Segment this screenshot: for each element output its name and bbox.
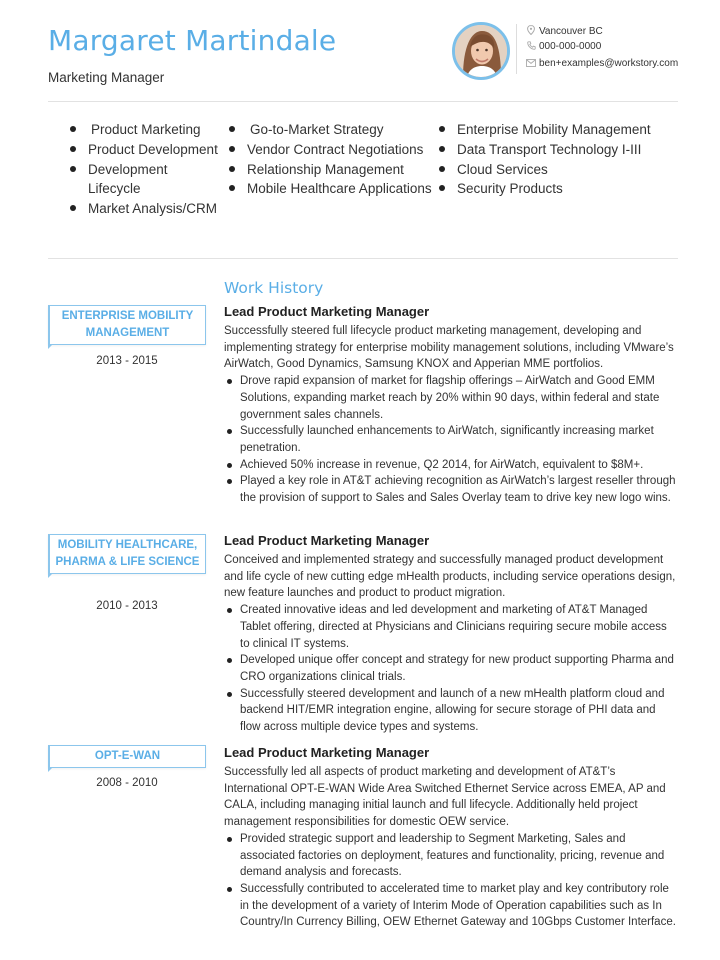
candidate-title: Marketing Manager [48, 70, 165, 85]
job-dates: 2013 - 2015 [96, 355, 158, 367]
skill-item: Market Analysis/CRM [70, 199, 220, 219]
phone-icon [526, 41, 536, 52]
skills-divider [48, 258, 678, 259]
job-role: Lead Product Marketing Manager [224, 533, 430, 548]
contact-email [526, 58, 678, 69]
contact-phone [526, 41, 601, 52]
achievement-item: Provided strategic support and leadership to Segment Marketing, Sales and associated factories on deployment, features and functionality, pricing, revenue and demand analysis and forecasts. [224, 831, 678, 881]
job-dates: 2010 - 2013 [96, 600, 158, 612]
skills-column-2 [229, 120, 434, 199]
achievement-item: Created innovative ideas and led development and marketing of AT&T Managed Tablet offering, directed at Physicians and Clinicians requiring secure mobile access to clinical IT systems. [224, 602, 678, 652]
avatar-portrait [455, 25, 507, 77]
skill-item: Product Development [70, 140, 220, 160]
job-role: Lead Product Marketing Manager [224, 304, 430, 319]
achievement-item: Developed unique offer concept and strategy for new product supporting Pharma and CRO organizations clinical trials. [224, 652, 678, 685]
job-achievements [224, 831, 678, 931]
resume-header [0, 0, 720, 102]
job-entry [224, 532, 678, 736]
skill-item: Enterprise Mobility Management [439, 120, 669, 140]
achievement-item: Achieved 50% increase in revenue, Q2 2014, for AirWatch, equivalent to $8M+. [224, 457, 678, 474]
achievement-item: Successfully steered development and launch of a new mHealth platform cloud and backend HIT/EMR integration engine, allowing for secure storage of PHI data and flow across multiple device types and systems. [224, 686, 678, 736]
email-link[interactable]: ben+examples@workstory.com [539, 58, 679, 69]
job-category-tag: OPT-E-WAN [48, 745, 206, 768]
avatar [452, 22, 510, 80]
skill-item: Security Products [439, 179, 669, 199]
job-category-tag: ENTERPRISE MOBILITY MANAGEMENT [48, 305, 206, 345]
skill-item: Vendor Contract Negotiations [229, 140, 434, 160]
contact-divider [516, 24, 517, 74]
job-description: Conceived and implemented strategy and successfully managed product development and life cycle of new cutting edge mHealth products, including service operations design, new feature launches and product to product migration. [224, 554, 676, 600]
job-achievements [224, 373, 678, 507]
skill-item: Data Transport Technology I-III [439, 140, 669, 160]
job-role: Lead Product Marketing Manager [224, 745, 430, 760]
skill-item: Go-to-Market Strategy [229, 120, 434, 140]
job-entry [224, 303, 678, 507]
achievement-item: Successfully contributed to accelerated time to market play and key contributory role in the development of a variety of Interim Mode of Operation capabilities such as In Country/In Currency Billing, OEW Ethernet Gateway and 10Gbps Customer Interface. [224, 881, 678, 931]
phone-text[interactable]: 000-000-0000 [539, 41, 602, 52]
achievement-item: Drove rapid expansion of market for flagship offerings – AirWatch and Good EMM Solutions, expanding market reach by 20% within 90 days, within federal and state government sales channels. [224, 373, 678, 423]
skill-item: Relationship Management [229, 160, 434, 180]
skills-column-1 [70, 120, 220, 219]
job-dates: 2008 - 2010 [96, 777, 158, 789]
job-description: Successfully led all aspects of product marketing and development of AT&T’s International OPT-E-WAN Wide Area Switched Ethernet Service across EMEA, AP and CALA, including managing initial launch and full lifecycle. Additionally held project management responsibilities for domestic OEW service. [224, 766, 666, 829]
header-divider [48, 101, 678, 102]
skills-column-3 [439, 120, 669, 199]
job-achievements [224, 602, 678, 736]
skill-item: Product Marketing [70, 120, 220, 140]
skill-item: Development Lifecycle [70, 160, 220, 200]
job-category-tag: MOBILITY HEALTHCARE, PHARMA & LIFE SCIENCE [48, 534, 206, 574]
envelope-icon [526, 59, 536, 69]
contact-location [526, 25, 603, 37]
achievement-item: Played a key role in AT&T achieving recognition as AirWatch’s largest reseller through the provision of support to Sales and Sales Overlay team to drive key new logo wins. [224, 473, 678, 506]
map-pin-icon [526, 25, 536, 37]
skill-item: Cloud Services [439, 160, 669, 180]
candidate-name: Margaret Martindale [48, 24, 337, 57]
skill-item: Mobile Healthcare Applications [229, 179, 434, 199]
achievement-item: Successfully launched enhancements to AirWatch, significantly increasing market penetration. [224, 423, 678, 456]
job-entry [224, 744, 678, 931]
section-title-work-history: Work History [224, 279, 324, 297]
location-text: Vancouver BC [539, 25, 603, 37]
job-description: Successfully steered full lifecycle product marketing management, developing and implementing strategy for enterprise mobility management solutions, including VMware’s AirWatch, Good Dynamics, Samsung KNOX and Apperian MME portfolios. [224, 325, 674, 371]
